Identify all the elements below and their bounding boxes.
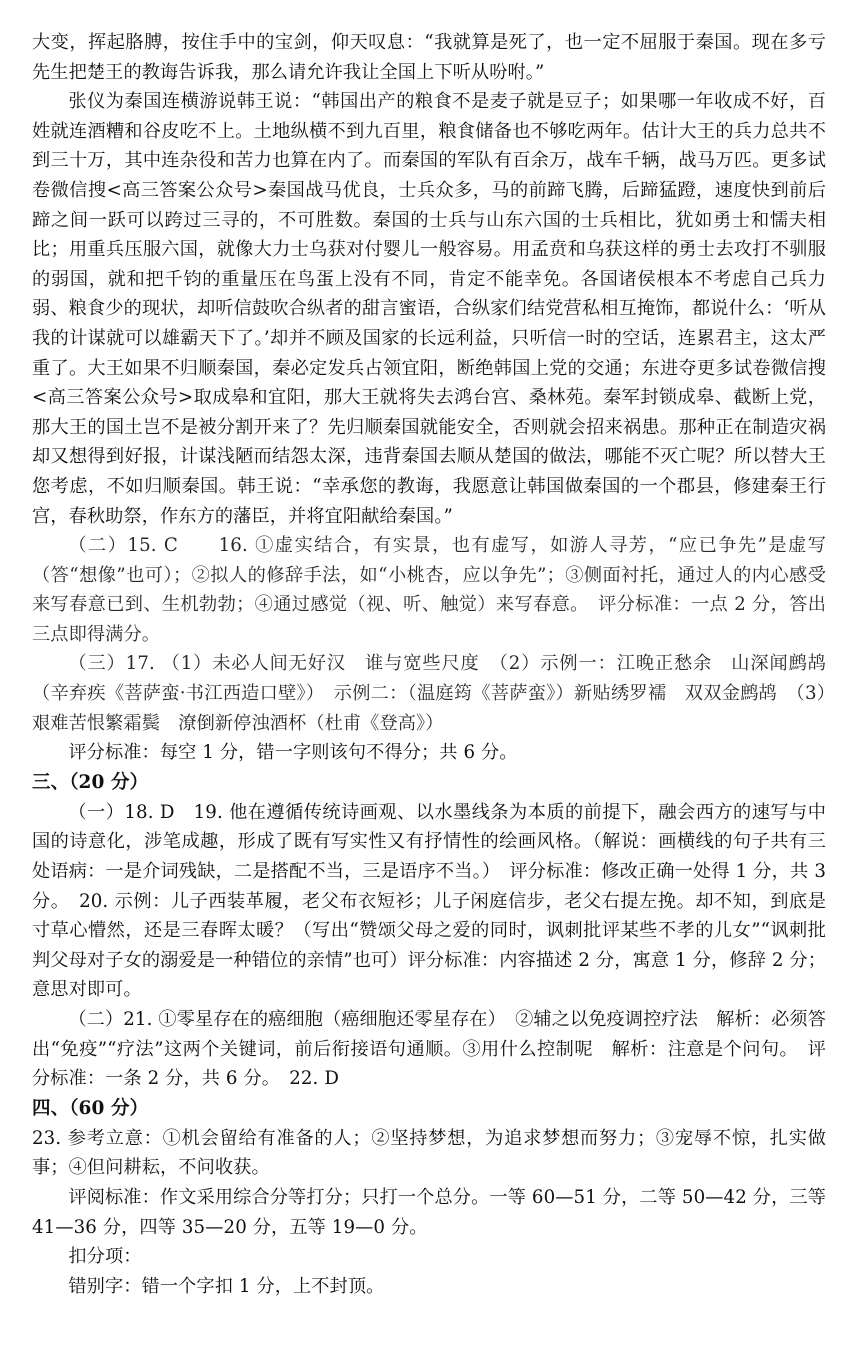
paragraph-answer-15-16: （二）15. C 16. ①虚实结合，有实景，也有虚写，如游人寻芳，“应已争先”是虚写（答“想像”也可）；②拟人的修辞手法，如“小桃杏，应以争先”；③侧面衬托，通过人的内心感受来写春意已到、生机勃勃；④通过感觉（视、听、触觉）来写春意。 评分标准：一点 2 分，答出三点即得满分。	[32, 535, 826, 645]
paragraph-zhangyi-translation: 张仪为秦国连横游说韩王说：“韩国出产的粮食不是麦子就是豆子；如果哪一年收成不好，百姓就连酒糟和谷皮吃不上。土地纵横不到九百里，粮食储备也不够吃两年。估计大王的兵力总共不到三十万，其中连杂役和苦力也算在内了。而秦国的军队有百余万，战车千辆，战马万匹。更多试卷微信搜<高三答案公众号>秦国战马优良，士兵众多，马的前蹄飞腾，后蹄猛蹬，速度快到前后蹄之间一跃可以跨过三寻的，不可胜数。秦国的士兵与山东六国的士兵相比，犹如勇士和懦夫相比；用重兵压服六国，就像大力士乌获对付婴儿一般容易。用孟贲和乌获这样的勇士去攻打不驯服的弱国，就和把千钧的重量压在鸟蛋上没有不同，肯定不能幸免。各国诸侯根本不考虑自己兵力弱、粮食少的现状，却听信鼓吹合纵者的甜言蜜语，合纵家们结党营私相互掩饰，都说什么：‘听从我的计谋就可以雄霸天下了。’却并不顾及国家的长远利益，只听信一时的空话，连累君主，这太严重了。大王如果不归顺秦国，秦必定发兵占领宜阳，断绝韩国上党的交通；东进夺更多试卷微信搜<高三答案公众号>取成皋和宜阳，那大王就将失去鸿台宫、桑林苑。秦军封锁成皋、截断上党，那大王的国土岂不是被分割开来了？先归顺秦国就能安全，否则就会招来祸患。那种正在制造灾祸却又想得到好报，计谋浅陋而结怨太深，违背秦国去顺从楚国的做法，哪能不灭亡呢？所以替大王您考虑，不如归顺秦国。韩王说：“幸承您的教诲，我愿意让韩国做秦国的一个郡县，修建秦王行宫，春秋助祭，作东方的藩臣，并将宜阳献给秦国。”	[32, 91, 826, 527]
section-heading-four: 四、（60 分）	[32, 1097, 149, 1119]
paragraph-answer-17: （三）17. （1）未必人间无好汉 谁与宽些尺度 （2）示例一：江晚正愁余 山深闻鹧鸪（辛弃疾《菩萨蛮·书江西造口壁》） 示例二：（温庭筠《菩萨蛮》）新贴绣罗襦 双双金鹧鸪 （3）艰难苦恨繁霜鬓 潦倒新停浊酒杯（杜甫《登高》）	[32, 653, 826, 734]
paragraph-scoring-17: 评分标准：每空 1 分，错一字则该句不得分；共 6 分。	[68, 742, 518, 764]
paragraph-typo-deduction: 错别字：错一个字扣 1 分，上不封顶。	[68, 1275, 385, 1297]
section-heading-three: 三、（20 分）	[32, 771, 149, 793]
paragraph-answer-18-20: （一）18. D 19. 他在遵循传统诗画观、以水墨线条为本质的前提下，融会西方的速写与中国的诗意化，涉笔成趣，形成了既有写实性又有抒情性的绘画风格。（解说：画横线的句子共有三处语病：一是介词残缺，二是搭配不当，三是语序不当。） 评分标准：修改正确一处得 1 分，共 3 分。 20. 示例：儿子西装革履，老父布衣短衫；儿子闲庭信步，老父右提左挽。却不知，到底是寸草心懵然，还是三春晖太暖？（写出“赞颂父母之爱的同时，讽刺批评某些不孝的儿女”“讽刺批判父母对子女的溺爱是一种错位的亲情”也可）评分标准：内容描述 2 分，寓意 1 分，修辞 2 分；意思对即可。	[32, 801, 826, 1001]
document-page	[32, 28, 826, 1301]
paragraph-answer-21-22: （二）21. ①零星存在的癌细胞（癌细胞还零星存在） ②辅之以免疫调控疗法 解析：必须答出“免疫”“疗法”这两个关键词，前后衔接语句通顺。③用什么控制呢 解析：注意是个问句。 评分标准：一条 2 分，共 6 分。 22. D	[32, 1009, 826, 1090]
paragraph-answer-23: 23. 参考立意：①机会留给有准备的人；②坚持梦想，为追求梦想而努力；③宠辱不惊，扎实做事；④但问耕耘，不问收获。	[32, 1127, 826, 1179]
paragraph-translation-end: 大变，挥起胳膊，按住手中的宝剑，仰天叹息：“我就算是死了，也一定不屈服于秦国。现在多亏先生把楚王的教诲告诉我，那么请允许我让全国上下听从吩咐。”	[32, 32, 826, 83]
paragraph-deductions-label: 扣分项：	[68, 1246, 142, 1268]
paragraph-essay-scoring: 评阅标准：作文采用综合分等打分；只打一个总分。一等 60—51 分，二等 50—42 分，三等 41—36 分，四等 35—20 分，五等 19—0 分。	[32, 1186, 826, 1238]
